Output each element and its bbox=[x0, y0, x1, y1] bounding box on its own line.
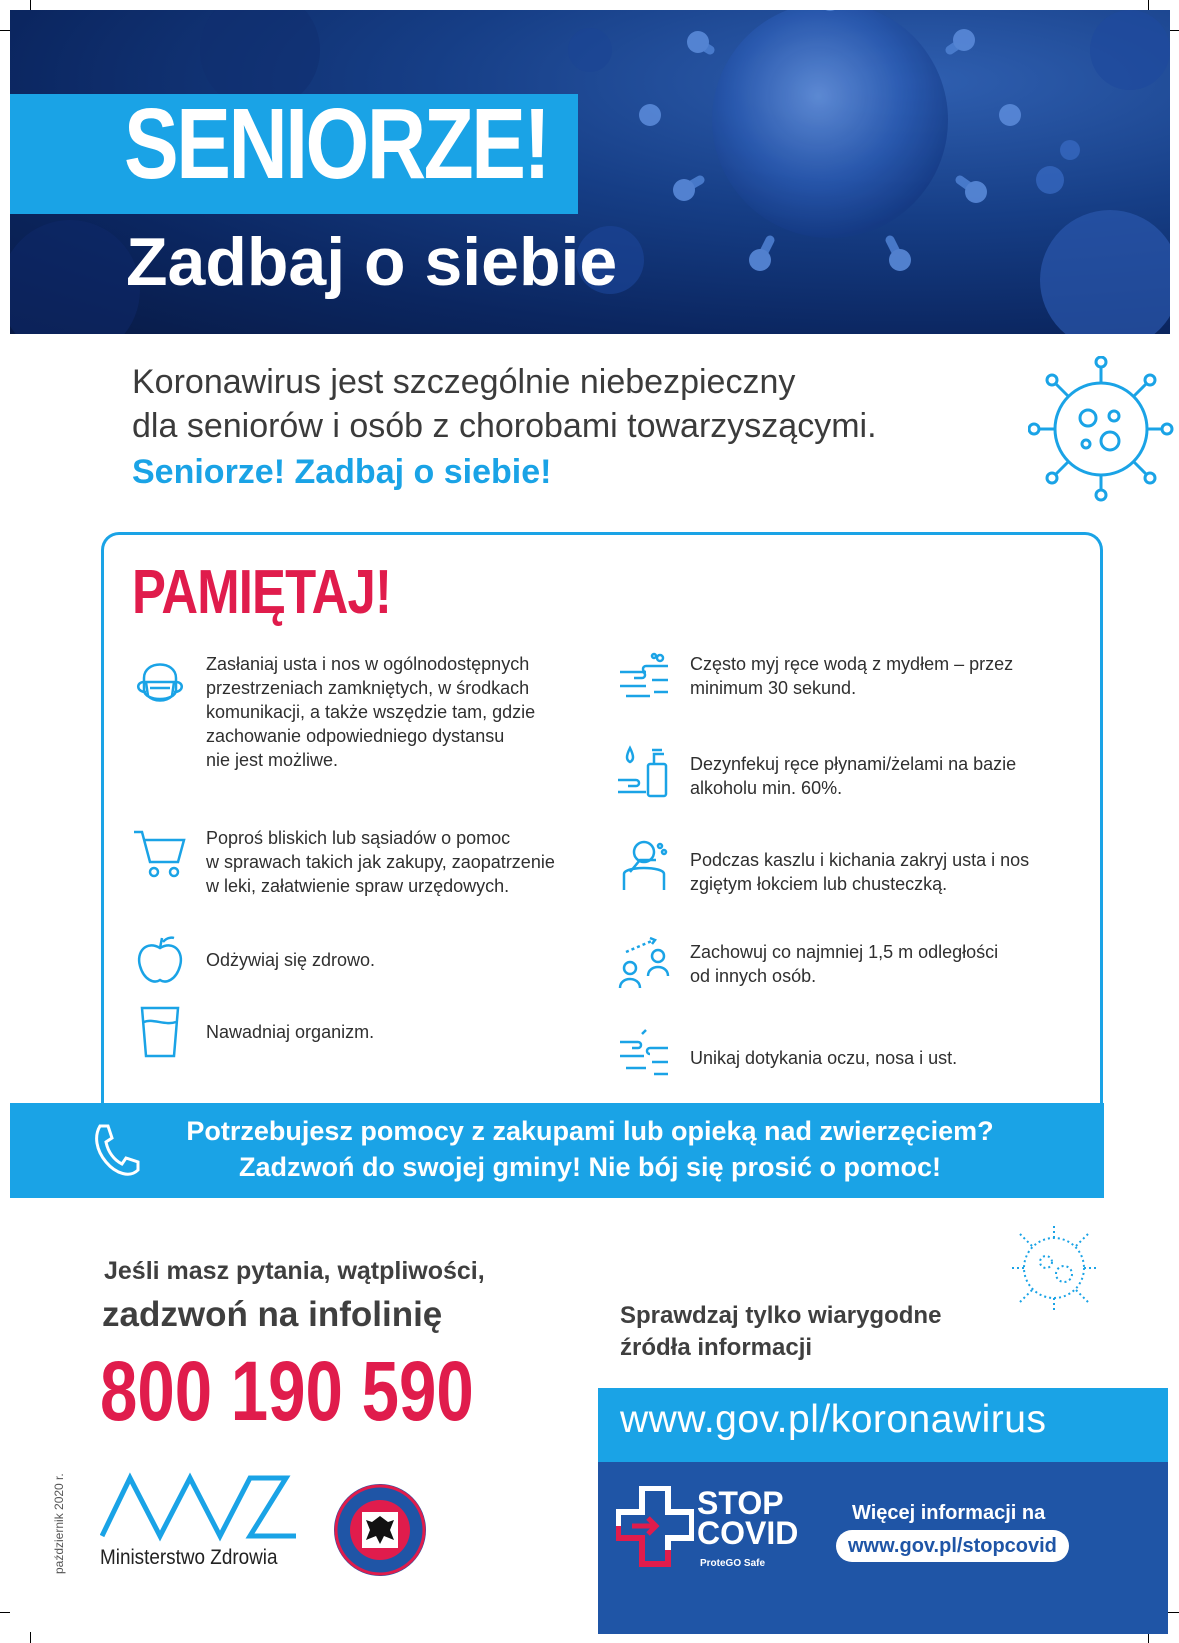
tip-no-touch bbox=[616, 1028, 957, 1084]
tip-line: zachowanie odpowiedniego dystansu bbox=[206, 726, 505, 746]
tip-distance bbox=[616, 934, 998, 990]
stop-covid-subtitle: ProteGO Safe bbox=[700, 1558, 766, 1569]
phone-icon bbox=[90, 1122, 140, 1178]
tip-line: w sprawach takich jak zakupy, zaopatrzenie bbox=[206, 852, 555, 872]
tip-text bbox=[206, 826, 555, 898]
tip-line: minimum 30 sekund. bbox=[690, 678, 857, 698]
tip-text bbox=[690, 934, 998, 988]
intro-line: dla seniorów i osób z chorobami towarzyszącymi. bbox=[132, 407, 877, 445]
tip-text bbox=[690, 1028, 957, 1070]
tip-face-mask bbox=[132, 652, 535, 772]
tip-line: przestrzeniach zamkniętych, w środkach bbox=[206, 678, 530, 698]
sanitary-inspection-seal-icon bbox=[332, 1482, 428, 1578]
tip-line: zgiętym łokciem lub chusteczką. bbox=[690, 874, 948, 894]
shopping-cart-icon bbox=[132, 826, 188, 882]
intro-text bbox=[132, 360, 1012, 494]
tip-hydration bbox=[132, 1004, 374, 1060]
intro-line: Koronawirus jest szczególnie niebezpieczny bbox=[132, 363, 796, 401]
stopcovid-link[interactable]: www.gov.pl/stopcovid bbox=[836, 1530, 1069, 1562]
hotline-call: zadzwoń na infolinię bbox=[102, 1295, 443, 1334]
help-line: Zadzwoń do swojej gminy! Nie bój się prosić o pomoc! bbox=[238, 1152, 942, 1182]
crop-mark bbox=[1148, 0, 1149, 10]
tip-line: Unikaj dotykania oczu, nosa i ust. bbox=[690, 1048, 958, 1068]
tip-line: Dezynfekuj ręce płynami/żelami na bazie bbox=[690, 754, 1017, 774]
tip-line: Podczas kaszlu i kichania zakryj usta i nos bbox=[690, 850, 1030, 870]
stop-covid-title bbox=[697, 1485, 799, 1551]
tip-line: Zasłaniaj usta i nos w ogólnodostępnych bbox=[206, 654, 530, 674]
tip-hand-washing bbox=[616, 652, 1013, 708]
tip-sanitizer bbox=[616, 744, 1016, 800]
verify-line: Sprawdzaj tylko wiarygodne bbox=[620, 1302, 942, 1329]
tip-line: od innych osób. bbox=[690, 966, 817, 986]
tip-shopping bbox=[132, 826, 555, 898]
hotline-question: Jeśli masz pytania, wątpliwości, bbox=[104, 1257, 485, 1285]
stop-line: STOP bbox=[697, 1485, 784, 1521]
tip-text bbox=[690, 838, 1029, 896]
stop-line: COVID bbox=[697, 1515, 799, 1551]
hero-title: SENIORZE! bbox=[124, 88, 549, 200]
tip-text bbox=[690, 744, 1016, 800]
tip-line: Poproś bliskich lub sąsiadów o pomoc bbox=[206, 828, 511, 848]
hero-subtitle: Zadbaj o siebie bbox=[126, 224, 618, 300]
date-note: październik 2020 r. bbox=[52, 1473, 66, 1574]
sanitizer-bottle-icon bbox=[616, 744, 672, 800]
tip-line: komunikacji, a także wszędzie tam, gdzie bbox=[206, 702, 536, 722]
social-distance-icon bbox=[616, 934, 672, 990]
tip-text bbox=[206, 652, 535, 772]
tip-line: Zachowuj co najmniej 1,5 m odległości bbox=[690, 942, 999, 962]
crop-mark bbox=[1168, 1612, 1179, 1613]
tip-line: Odżywiaj się zdrowo. bbox=[206, 950, 376, 970]
face-mask-icon bbox=[132, 652, 188, 708]
tip-text bbox=[206, 932, 375, 972]
tip-line: w leki, załatwienie spraw urzędowych. bbox=[206, 876, 510, 896]
more-info-label: Więcej informacji na bbox=[852, 1502, 1046, 1524]
no-face-touch-icon bbox=[616, 1028, 672, 1084]
help-text bbox=[140, 1113, 1040, 1185]
crop-mark bbox=[30, 1632, 31, 1643]
verify-line: źródła informacji bbox=[620, 1334, 813, 1361]
tip-text bbox=[690, 652, 1013, 700]
virus-dotted-icon bbox=[1004, 1218, 1104, 1318]
ministry-logo-icon bbox=[100, 1470, 300, 1542]
tip-line: Nawadniaj organizm. bbox=[206, 1022, 375, 1042]
verify-note bbox=[620, 1300, 941, 1364]
tip-sneeze bbox=[616, 838, 1029, 896]
crop-mark bbox=[0, 1612, 10, 1613]
tip-healthy-food bbox=[132, 932, 375, 988]
glass-of-water-icon bbox=[132, 1004, 188, 1060]
apple-icon bbox=[132, 932, 188, 988]
tip-line: nie jest możliwe. bbox=[206, 750, 339, 770]
remember-title: PAMIĘTAJ! bbox=[132, 558, 392, 627]
ministry-name: Ministerstwo Zdrowia bbox=[100, 1546, 278, 1569]
tip-text bbox=[206, 1004, 374, 1044]
hand-washing-icon bbox=[616, 652, 672, 708]
hotline-number: 800 190 590 bbox=[100, 1344, 474, 1438]
koronawirus-link[interactable]: www.gov.pl/koronawirus bbox=[620, 1398, 1047, 1441]
intro-highlight: Seniorze! Zadbaj o siebie! bbox=[132, 453, 552, 491]
tip-line: Często myj ręce wodą z mydłem – przez bbox=[690, 654, 1014, 674]
crop-mark bbox=[0, 30, 10, 31]
crop-mark bbox=[30, 0, 31, 10]
help-line: Potrzebujesz pomocy z zakupami lub opieką nad zwierzęciem? bbox=[186, 1116, 994, 1146]
tip-line: alkoholu min. 60%. bbox=[690, 778, 843, 798]
stop-covid-logo-icon bbox=[616, 1486, 694, 1568]
virus-outline-icon bbox=[1028, 356, 1174, 502]
sneeze-elbow-icon bbox=[616, 838, 672, 894]
